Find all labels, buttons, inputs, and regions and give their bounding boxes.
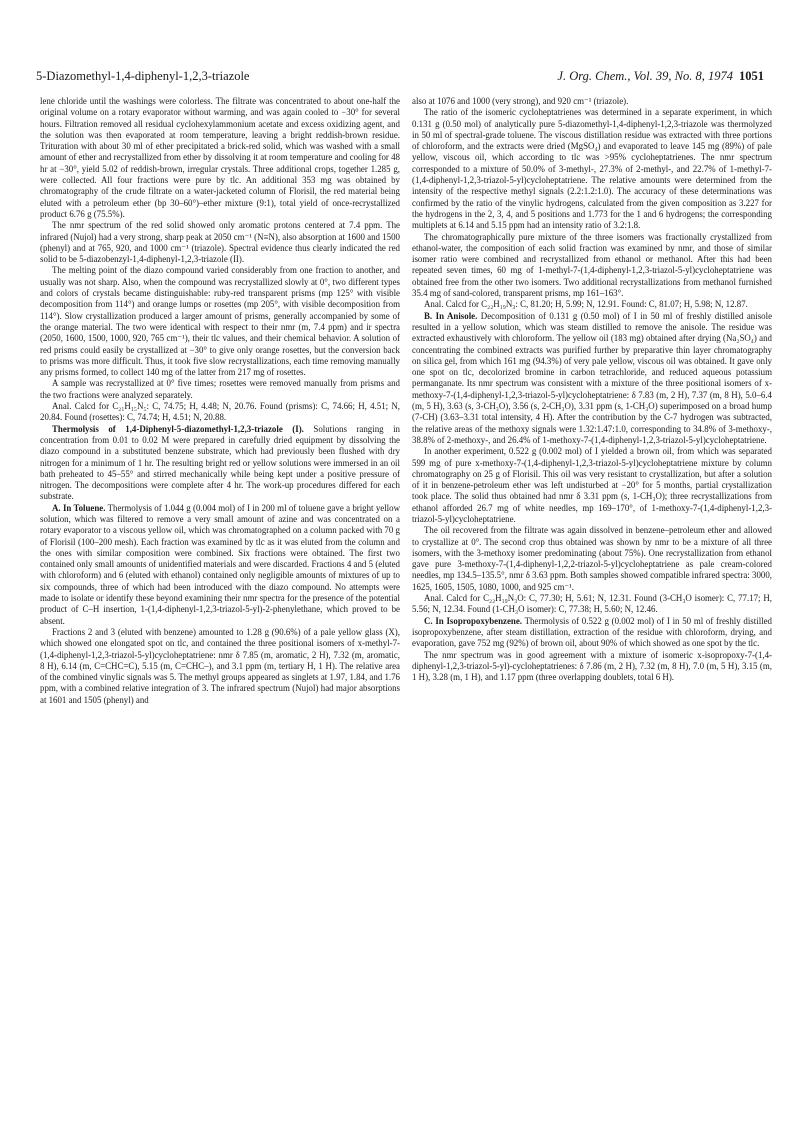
journal-name: J. Org. Chem., Vol. 39, No. 8, 1974 [557, 69, 733, 83]
paragraph [40, 424, 400, 503]
paragraph [412, 650, 772, 684]
paragraph-text: In another experiment, 0.522 g (0.002 mol) of I yielded a brown oil, from which was separated 599 mg of pure x-methoxy-7-(1,4-diphenyl-1,2,3-triazol-5-yl)cycloheptatriene mixture by column chromatography on 25 g of Florisil. This oil was very resistant to crystallization, but after a solution of it in benzene-petroleum ether was left undisturbed at −20° for 5 months, partial crystallization took place. The solid thus obtained had nmr δ 3.31 ppm (s, 1-CH₃O); three recrystallizations from ethanol afforded 26.7 mg of white needles, mp 169–170°, of 1-methoxy-7-(1,4-diphenyl-1,2,3-triazol-5-yl)cycloheptatriene. [412, 446, 772, 524]
paragraph [412, 299, 772, 310]
paragraph [412, 446, 772, 525]
paragraph-text: Decomposition of 0.131 g (0.50 mol) of I in 50 ml of freshly distilled anisole resulted in a yellow solution, which was steam distilled to remove the anisole. The residue was extracted exhaustively with chloroform. The yellow oil (183 mg) obtained after drying (Na₂SO₄) and concentrating the combined extracts was purified further by preparative thin layer chromatography on silica gel, from which 161 mg (94.3%) of very pale yellow, viscous oil was obtained. It gave only one spot on tlc, decolorized bromine in carbon tetrachloride, and reduced aqueous potassium permanganate. Its nmr spectrum was consistent with a mixture of the three positional isomers of x-methoxy-7-(1,4-diphenyl-1,2,3-triazol-5-yl)cycloheptatriene: δ 7.83 (m, 2 H), 7.37 (m, 8 H), 5.0–6.4 (m, 5 H), 3.63 (s, 3-CH₃O), 3.56 (s, 2-CH₃O), 3.31 ppm (s, 1-CH₃O) superimposed on a broad hump (7-CH) (3.63–3.31 total intensity, 4 H). After the contribution by the C-7 hydrogen was subtracted, the relative areas of the methoxy signals were 1.32:1.47:1.0, corresponding to 34.8% of 3-methoxy-, 38.8% of 2-methoxy-, and 26.4% of 1-methoxy-7-(1,4-diphenyl-1,2,3-triazol-5-yl)cycloheptatriene. [412, 310, 772, 445]
paragraph-text: Thermolysis of 0.522 g (0.002 mol) of I in 50 ml of freshly distilled isopropoxybenzene, after steam distillation, extraction of the residue with chloroform, drying, and evaporation, gave 752 mg (92%) of brown oil, about 90% of which showed as one spot by the tlc. [412, 615, 772, 649]
run-in-heading: B. In Anisole. [424, 310, 478, 321]
right-column [412, 96, 772, 1096]
paragraph-text: The melting point of the diazo compound varied considerably from one fraction to another, and usually was not sharp. Also, when the compound was recrystallized slowly at 0°, two different types and colors of crystals became distinguishable: ruby-red transparent prisms (mp 125° with visible decomposition from 114°) and orange lumps or rosettes (mp 205°, with visible decomposition from 114°). Slow crystallization produced a larger amount of prisms, generally accompanied by some of the orange material. The two were identical with respect to their nmr (m, 7.4 ppm) and ir spectra (2050, 1600, 1500, 1000, 920, 765 cm⁻¹), their tlc values, and their chemical behavior. A solution of red prisms could easily be crystallized at −30° to give only orange rosettes, but the conversion back to prisms was more difficult. Thus, it took five slow recrystallizations, each time removing manually any prisms formed, to collect 140 mg of the latter from 217 mg of rosettes. [40, 265, 400, 378]
paragraph-text: lene chloride until the washings were colorless. The filtrate was concentrated to about one-half the original volume on a rotary evaporator without warming, and was again cooled to −30° for several hours. Filtration removed all residual cyclohexylammonium acetate and excess oxidizing agent, and the solution was then evaporated at room temperature, leaving a bright reddish-brown residue. Trituration with about 30 ml of ether precipitated a brick-red solid, which was washed with a small amount of ether and recrystallized from ether by dissolving it at room temperature and cooling for 48 hr at −30°, yield 5.02 of reddish-brown, irregular crystals. Three additional crops, together 1.285 g, were collected. All four fractions were pure by tlc. An additional 353 mg was obtained by chromatography of the crude filtrate on a water-jacketed column of Florisil, the red material being eluted with a petroleum ether (bp 30–60°)–ether mixture (9:1), total yield of once-recrystallized product 6.76 g (75.5%). [40, 96, 400, 219]
paragraph [412, 96, 772, 107]
journal-citation [557, 68, 764, 84]
paragraph-text: The chromatographically pure mixture of the three isomers was fractionally crystallized from ethanol-water, the composition of each solid fraction was examined by nmr, and those of similar isomer ratio were combined and recrystallized from ethanol or methanol. After this had been repeated seven times, 60 mg of 1-methyl-7-(1,4-diphenyl-1,2,3-triazol-5-yl)cycloheptatriene was obtained free from the other two isomers. Two additional recrystallizations from methanol furnished 35.4 mg of sand-colored, transparent prisms, mp 161–163°. [412, 231, 772, 299]
paragraph [40, 220, 400, 265]
page-number: 1051 [739, 69, 764, 83]
paragraph-text: The oil recovered from the filtrate was again dissolved in benzene–petroleum ether and allowed to crystallize at 0°. The second crop thus obtained was shown by nmr to be a mixture of all three isomers, with the 3-methoxy isomer predominating (about 75%). One recrystallization from ethanol gave pure 3-methoxy-7-(1,4-diphenyl-1,2,2-triazol-5-yl)cycloheptatriene as pale cream-colored needles, mp 134.5–135.5°, nmr δ 3.63 ppm. Both samples showed compatible infrared spectra: 3000, 1625, 1605, 1505, 1080, 1000, and 925 cm⁻¹. [412, 525, 772, 592]
paragraph [412, 525, 772, 593]
run-in-heading: A. In Toluene. [52, 502, 106, 513]
paragraph-text: Anal. Calcd for C₂₂H₁₉N₃: C, 81.20; H, 5.99; N, 12.91. Found: C, 81.07; H, 5.98; N, 12.87. [424, 299, 748, 310]
paragraph-text: Anal. Calcd for C₂₁H₁₅N₅: C, 74.75; H, 4.48; N, 20.76. Found (prisms): C, 74.66; H, 4.51; N, 20.84. Found (rosettes): C, 74.74; H, 4.51; N, 20.88. [40, 401, 400, 423]
paragraph-text: Thermolysis of 1.044 g (0.004 mol) of I in 200 ml of toluene gave a bright yellow solution, which was filtered to remove a very small amount of azine and was concentrated on a rotary evaporator to a viscous yellow oil, which was chromatographed on a column packed with 70 g of Florisil (100–200 mesh). Each fraction was examined by tlc as it was eluted from the column and the ones with similar composition were combined. Six fractions were obtained. The first two contained only small amounts of unidentified materials and were discarded. Fractions 4 and 5 (eluted with chloroform) and 6 (eluted with ethanol) contained only negligible amounts of mixtures of up to six compounds, three of which had been introduced with the diazo compound. No attempts were made to isolate or identify these beyond examining their nmr spectra for the presence of the potential product of C–H insertion, 1-(1,4-diphenyl-1,2,3-triazol-5-yl)-2-phenylethane, which proved to be absent. [40, 502, 400, 626]
paragraph-text: The nmr spectrum was in good agreement with a mixture of isomeric x-isopropoxy-7-(1,4-diphenyl-1,2,3-triazol-5-yl)-cycloheptatrienes: δ 7.86 (m, 2 H), 7.32 (m, 8 H), 7.0 (m, 5 H), 3.15 (m, 1 H), 3.28 (m, 1 H), and 1.17 ppm (three overlapping doublets, total 6 H). [412, 649, 772, 683]
paragraph-text: Solutions ranging in concentration from 0.01 to 0.02 M were prepared in carefully dried equipment by dissolving the diazo compound in a substituted benzene substrate, which had previously been flushed with dry nitrogen for a minimum of 1 hr. The resulting bright red or yellow solutions were immersed in an oil bath preheated to 45–55° and stirred mechanically while being kept under a positive pressure of nitrogen. The decompositions were complete after 4 hr. The work-up procedures differed for each substrate. [40, 423, 400, 502]
paragraph-text: The ratio of the isomeric cycloheptatrienes was determined in a separate experiment, in which 0.131 g (0.50 mol) of analytically pure 5-diazomethyl-1,4-diphenyl-1,2,3-triazole was thermolyzed in 50 ml of spectral-grade toluene. The viscous distillation residue was extracted with three portions of chloroform, and the extracts were dried (MgSO₄) and evaporated to leave 145 mg (89%) of pale yellow, viscous oil, which according to tlc was >95% cycloheptatrienes. The nmr spectrum corresponded to a mixture of 50.0% of 3-methyl-, 27.3% of 2-methyl-, and 22.7% of 1-methyl-7-(1,4-diphenyl-1,2,3-triazol-5-yl)cycloheptatriene. The relative amounts were determined from the intensity of the respective methyl signals (2.2:1.2:1.0). The accuracy of these determinations was confirmed by the ratio of the vinylic hydrogens, calculated from the given composition as 3.227 for the hydrogens in the 2, 3, 4, and 5 positions and 1.773 for the 1 and 6 hydrogens; the corresponding multiplets at 6.14 and 5.15 ppm had an intensity ratio of 3.2:1.8. [412, 107, 772, 231]
paragraph [40, 378, 400, 401]
left-column [40, 96, 400, 1096]
run-in-heading: C. In Isopropoxybenzene. [424, 615, 522, 626]
paragraph-text: also at 1076 and 1000 (very strong), and 920 cm⁻¹ (triazole). [412, 96, 629, 106]
paragraph [412, 616, 772, 650]
paragraph [40, 627, 400, 706]
paragraph-text: Fractions 2 and 3 (eluted with benzene) amounted to 1.28 g (90.6%) of a pale yellow glass (X), which showed one elongated spot on tlc, and contained the three positional isomers of x-methyl-7-(1,4-diphenyl-1,2,3-triazol-5-yl)cycloheptatriene: nmr δ 7.85 (m, aromatic, 2 H), 7.32 (m, aromatic, 8 H), 6.14 (m, C=CHC=C), 5.15 (m, C=CHC–), and 3.1 ppm (m, tertiary H, 1 H). The relative area of the combined vinylic signals was 5. The methyl groups appeared as singlets at 1.97, 1.84, and 1.76 ppm, with a combined relative integration of 3. The infrared spectrum (Nujol) had major absorptions at 1601 and 1505 (phenyl) and [40, 626, 400, 705]
paragraph [40, 265, 400, 378]
page-header [36, 68, 764, 86]
paragraph [412, 107, 772, 231]
paragraph [412, 311, 772, 447]
paragraph-text: A sample was recrystallized at 0° five times; rosettes were removed manually from prisms and the two fractions were analyzed separately. [40, 378, 400, 400]
paragraph [40, 503, 400, 627]
run-in-heading: Thermolysis of 1,4-Diphenyl-5-diazomethyl-1,2,3-triazole (I). [52, 423, 304, 434]
paragraph-text: The nmr spectrum of the red solid showed only aromatic protons centered at 7.4 ppm. The infrared (Nujol) had a very strong, sharp peak at 2050 cm⁻¹ (N≡N), also absorption at 1600 and 1500 (phenyl) and at 765, 920, and 1000 cm⁻¹ (triazole). Spectral evidence thus clearly indicated the red solid to be 5-diazobenzyl-1,4-diphenyl-1,2,3-triazole (II). [40, 220, 400, 265]
paragraph [412, 593, 772, 616]
paragraph-text: Anal. Calcd for C₂₂H₁₉N₃O: C, 77.30; H, 5.61; N, 12.31. Found (3-CH₃O isomer): C, 77.17; H, 5.56; N, 12.34. Found (1-CH₃O isomer): C, 77.38; H, 5.60; N, 12.46. [412, 593, 772, 615]
paragraph [412, 232, 772, 300]
paragraph [40, 96, 400, 220]
paragraph [40, 401, 400, 424]
running-title: 5-Diazomethyl-1,4-diphenyl-1,2,3-triazole [36, 69, 250, 83]
